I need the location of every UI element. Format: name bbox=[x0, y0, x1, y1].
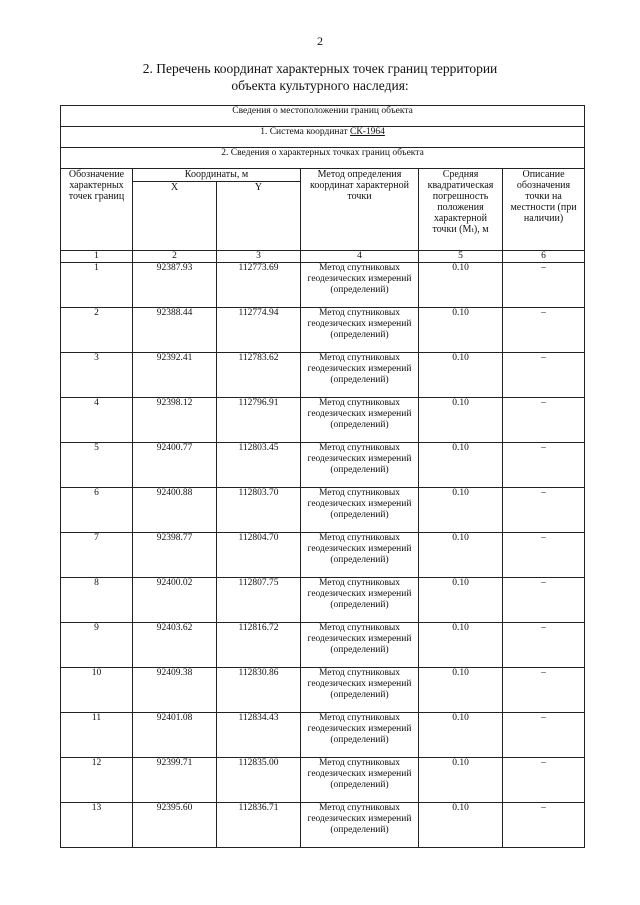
x-cell: 92400.02 bbox=[133, 578, 217, 623]
description-cell: – bbox=[503, 263, 585, 308]
y-cell: 112796.91 bbox=[217, 398, 301, 443]
table-row bbox=[61, 398, 585, 443]
method-cell: Метод спутниковых геодезических измерений (определений) bbox=[301, 443, 419, 488]
header-error: Средняя квадратическая погрешность положения характерной точки (Mₜ), м bbox=[419, 169, 503, 251]
x-cell: 92400.77 bbox=[133, 443, 217, 488]
x-cell: 92392.41 bbox=[133, 353, 217, 398]
point-cell: 3 bbox=[61, 353, 133, 398]
header-x: X bbox=[133, 182, 217, 251]
column-number: 1 bbox=[61, 251, 133, 263]
method-cell: Метод спутниковых геодезических измерений (определений) bbox=[301, 533, 419, 578]
method-cell: Метод спутниковых геодезических измерений (определений) bbox=[301, 623, 419, 668]
method-cell: Метод спутниковых геодезических измерений (определений) bbox=[301, 263, 419, 308]
error-cell: 0.10 bbox=[419, 263, 503, 308]
method-cell: Метод спутниковых геодезических измерений (определений) bbox=[301, 398, 419, 443]
column-numbers-row bbox=[61, 251, 585, 263]
description-cell: – bbox=[503, 398, 585, 443]
column-number: 4 bbox=[301, 251, 419, 263]
error-cell: 0.10 bbox=[419, 353, 503, 398]
y-cell: 112804.70 bbox=[217, 533, 301, 578]
coord-system-value: СК-1964 bbox=[350, 127, 385, 137]
table-row bbox=[61, 488, 585, 533]
x-cell: 92387.93 bbox=[133, 263, 217, 308]
point-cell: 1 bbox=[61, 263, 133, 308]
point-cell: 12 bbox=[61, 758, 133, 803]
y-cell: 112783.62 bbox=[217, 353, 301, 398]
error-cell: 0.10 bbox=[419, 488, 503, 533]
title-line-2: объекта культурного наследия: bbox=[231, 78, 409, 93]
method-cell: Метод спутниковых геодезических измерений (определений) bbox=[301, 488, 419, 533]
column-number: 6 bbox=[503, 251, 585, 263]
point-cell: 6 bbox=[61, 488, 133, 533]
table-row bbox=[61, 353, 585, 398]
error-cell: 0.10 bbox=[419, 758, 503, 803]
page-number: 2 bbox=[317, 34, 323, 48]
point-cell: 2 bbox=[61, 308, 133, 353]
table-row bbox=[61, 758, 585, 803]
x-cell: 92395.60 bbox=[133, 803, 217, 848]
description-cell: – bbox=[503, 443, 585, 488]
coordinates-table bbox=[60, 105, 585, 848]
description-cell: – bbox=[503, 623, 585, 668]
error-cell: 0.10 bbox=[419, 308, 503, 353]
coord-system-label: 1. Система координат bbox=[260, 127, 348, 137]
y-cell: 112803.45 bbox=[217, 443, 301, 488]
method-cell: Метод спутниковых геодезических измерений (определений) bbox=[301, 758, 419, 803]
x-cell: 92400.88 bbox=[133, 488, 217, 533]
error-cell: 0.10 bbox=[419, 398, 503, 443]
error-cell: 0.10 bbox=[419, 668, 503, 713]
description-cell: – bbox=[503, 308, 585, 353]
header-method: Метод определения координат характерной точки bbox=[301, 169, 419, 251]
y-cell: 112835.00 bbox=[217, 758, 301, 803]
point-cell: 5 bbox=[61, 443, 133, 488]
error-cell: 0.10 bbox=[419, 803, 503, 848]
table-row bbox=[61, 578, 585, 623]
x-cell: 92398.77 bbox=[133, 533, 217, 578]
description-cell: – bbox=[503, 668, 585, 713]
point-cell: 13 bbox=[61, 803, 133, 848]
method-cell: Метод спутниковых геодезических измерений (определений) bbox=[301, 803, 419, 848]
description-cell: – bbox=[503, 758, 585, 803]
y-cell: 112807.75 bbox=[217, 578, 301, 623]
method-cell: Метод спутниковых геодезических измерений (определений) bbox=[301, 308, 419, 353]
description-cell: – bbox=[503, 488, 585, 533]
point-cell: 11 bbox=[61, 713, 133, 758]
header-point-designation: Обозначение характерных точек границ bbox=[61, 169, 133, 251]
table-row bbox=[61, 263, 585, 308]
x-cell: 92409.38 bbox=[133, 668, 217, 713]
description-cell: – bbox=[503, 803, 585, 848]
table-row bbox=[61, 668, 585, 713]
description-cell: – bbox=[503, 353, 585, 398]
error-cell: 0.10 bbox=[419, 713, 503, 758]
method-cell: Метод спутниковых геодезических измерений (определений) bbox=[301, 668, 419, 713]
point-cell: 9 bbox=[61, 623, 133, 668]
column-number: 5 bbox=[419, 251, 503, 263]
y-cell: 112774.94 bbox=[217, 308, 301, 353]
x-cell: 92399.71 bbox=[133, 758, 217, 803]
y-cell: 112773.69 bbox=[217, 263, 301, 308]
x-cell: 92388.44 bbox=[133, 308, 217, 353]
x-cell: 92398.12 bbox=[133, 398, 217, 443]
column-number: 3 bbox=[217, 251, 301, 263]
table-row bbox=[61, 803, 585, 848]
column-number: 2 bbox=[133, 251, 217, 263]
error-cell: 0.10 bbox=[419, 533, 503, 578]
point-cell: 7 bbox=[61, 533, 133, 578]
table-row bbox=[61, 533, 585, 578]
method-cell: Метод спутниковых геодезических измерений (определений) bbox=[301, 353, 419, 398]
method-cell: Метод спутниковых геодезических измерений (определений) bbox=[301, 578, 419, 623]
x-cell: 92403.62 bbox=[133, 623, 217, 668]
point-cell: 4 bbox=[61, 398, 133, 443]
description-cell: – bbox=[503, 533, 585, 578]
document-title bbox=[60, 60, 580, 94]
table-row bbox=[61, 623, 585, 668]
header-coordinates: Координаты, м bbox=[133, 169, 301, 182]
table-row bbox=[61, 308, 585, 353]
table-row bbox=[61, 713, 585, 758]
error-cell: 0.10 bbox=[419, 578, 503, 623]
y-cell: 112830.86 bbox=[217, 668, 301, 713]
y-cell: 112836.71 bbox=[217, 803, 301, 848]
x-cell: 92401.08 bbox=[133, 713, 217, 758]
description-cell: – bbox=[503, 713, 585, 758]
method-cell: Метод спутниковых геодезических измерений (определений) bbox=[301, 713, 419, 758]
y-cell: 112816.72 bbox=[217, 623, 301, 668]
header-y: Y bbox=[217, 182, 301, 251]
description-cell: – bbox=[503, 578, 585, 623]
coord-system-row bbox=[61, 127, 585, 148]
section-header: Сведения о местоположении границ объекта bbox=[61, 106, 585, 127]
table-row bbox=[61, 443, 585, 488]
point-cell: 8 bbox=[61, 578, 133, 623]
y-cell: 112803.70 bbox=[217, 488, 301, 533]
error-cell: 0.10 bbox=[419, 623, 503, 668]
points-header: 2. Сведения о характерных точках границ объекта bbox=[61, 148, 585, 169]
y-cell: 112834.43 bbox=[217, 713, 301, 758]
title-line-1: 2. Перечень координат характерных точек границ территории bbox=[142, 61, 498, 76]
point-cell: 10 bbox=[61, 668, 133, 713]
header-description: Описание обозначения точки на местности (при наличии) bbox=[503, 169, 585, 251]
error-cell: 0.10 bbox=[419, 443, 503, 488]
